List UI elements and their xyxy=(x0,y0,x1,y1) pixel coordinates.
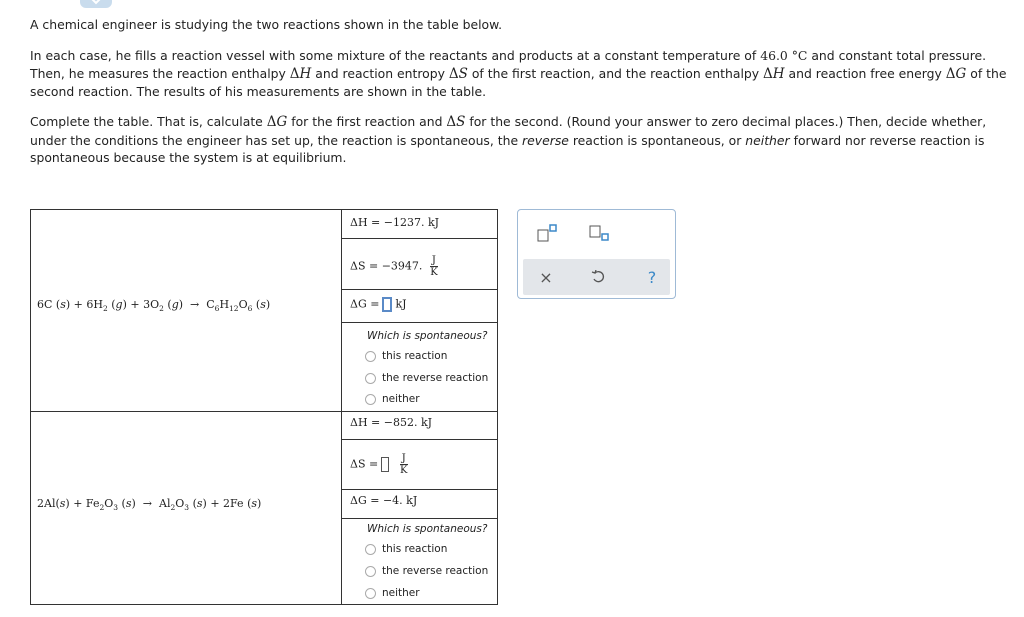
undo-icon xyxy=(591,270,605,284)
radio-button[interactable] xyxy=(365,544,376,555)
radio-button[interactable] xyxy=(365,351,376,362)
free-energy-unit: kJ xyxy=(406,494,418,507)
reaction-equation-2: $2Al(s) + Fe_2O_3$ $(s) \to Al_2O_3$ (s) + 2Fe (s) xyxy=(37,497,262,512)
enthalpy-unit: kJ xyxy=(427,216,440,229)
option-this-reaction[interactable]: this reaction xyxy=(365,350,447,362)
enthalpy-value: −1237. xyxy=(383,216,425,229)
entropy-input[interactable] xyxy=(381,457,389,472)
option-reverse-reaction[interactable]: the reverse reaction xyxy=(365,565,488,577)
option-reverse-reaction[interactable]: the reverse reaction xyxy=(365,372,488,384)
entropy-unit: $\frac{J}{K}$ xyxy=(399,453,408,476)
help-button[interactable]: ? xyxy=(647,267,657,287)
subscript-icon xyxy=(587,224,611,242)
radio-button[interactable] xyxy=(365,588,376,599)
enthalpy-label: ΔH = xyxy=(350,216,381,229)
enthalpy-row xyxy=(342,412,497,440)
enthalpy-row xyxy=(342,210,497,239)
reaction-equation-1: 6C $(s) + 6H_2$ $(g) + 3O_2$ $(g) \to C_6H_{12}O_6$ (s) xyxy=(37,298,271,313)
reaction-equation-cell xyxy=(31,412,342,604)
enthalpy-unit: kJ xyxy=(420,416,433,429)
free-energy-input[interactable] xyxy=(382,297,392,312)
free-energy-row xyxy=(342,489,497,519)
math-tool-palette xyxy=(517,209,676,299)
option-this-reaction[interactable]: this reaction xyxy=(365,543,447,555)
entropy-row xyxy=(342,439,497,490)
reaction-equation-cell xyxy=(31,210,342,411)
option-neither[interactable]: neither xyxy=(365,587,420,599)
enthalpy-value: −852. xyxy=(383,416,418,429)
instructions-paragraph-2: Complete the table. That is, calculate ΔG for the first reaction and ΔS for the second. (Round your answer to zero decimal places.) Then, decide whether, under the conditions the engineer has set up, the reaction is spontaneous, the reverse reaction is spontaneous, or neither forward nor reverse reaction is spontaneous because the system is at equilibrium. xyxy=(30,114,987,165)
undo-button[interactable] xyxy=(587,266,609,288)
reaction-row-1 xyxy=(30,209,498,412)
superscript-button[interactable] xyxy=(532,222,562,244)
radio-button[interactable] xyxy=(365,566,376,577)
spontaneity-question: Which is spontaneous? xyxy=(367,523,488,535)
entropy-label: ΔS = xyxy=(350,457,379,471)
superscript-icon xyxy=(535,224,559,242)
chevron-down-icon xyxy=(89,0,103,5)
enthalpy-label: ΔH = xyxy=(350,416,381,429)
measurements-cell xyxy=(342,412,497,604)
free-energy-row xyxy=(342,289,497,323)
instructions-paragraph-1: In each case, he fills a reaction vessel with some mixture of the reactants and products at a constant temperature of 46.0 °C and constant total pressure. Then, he measures the reaction enthalpy ΔH and reaction entropy ΔS of the first reaction, and the reaction enthalpy ΔH and reaction free energy ΔG of the second reaction. The results of his measurements are shown in the table. xyxy=(30,48,1007,99)
entropy-row xyxy=(342,238,497,290)
clear-button[interactable]: × xyxy=(539,267,553,287)
radio-button[interactable] xyxy=(365,373,376,384)
measurements-cell xyxy=(342,210,497,411)
palette-actions xyxy=(523,259,670,295)
entropy-label: ΔS = xyxy=(350,259,379,273)
free-energy-value: −4. xyxy=(382,494,403,507)
intro-text: A chemical engineer is studying the two reactions shown in the table below. xyxy=(30,17,503,32)
spontaneity-question: Which is spontaneous? xyxy=(367,330,488,342)
reaction-row-2 xyxy=(30,411,498,605)
free-energy-label: ΔG = xyxy=(350,494,380,507)
collapse-chevron[interactable] xyxy=(80,0,112,8)
radio-button[interactable] xyxy=(365,394,376,405)
entropy-unit: $\frac{J}{K}$ xyxy=(430,255,438,278)
free-energy-label: ΔG = xyxy=(350,297,380,311)
subscript-button[interactable] xyxy=(584,222,614,244)
option-neither[interactable]: neither xyxy=(365,393,420,405)
free-energy-unit: kJ xyxy=(395,297,407,311)
entropy-value: −3947. xyxy=(381,259,423,273)
